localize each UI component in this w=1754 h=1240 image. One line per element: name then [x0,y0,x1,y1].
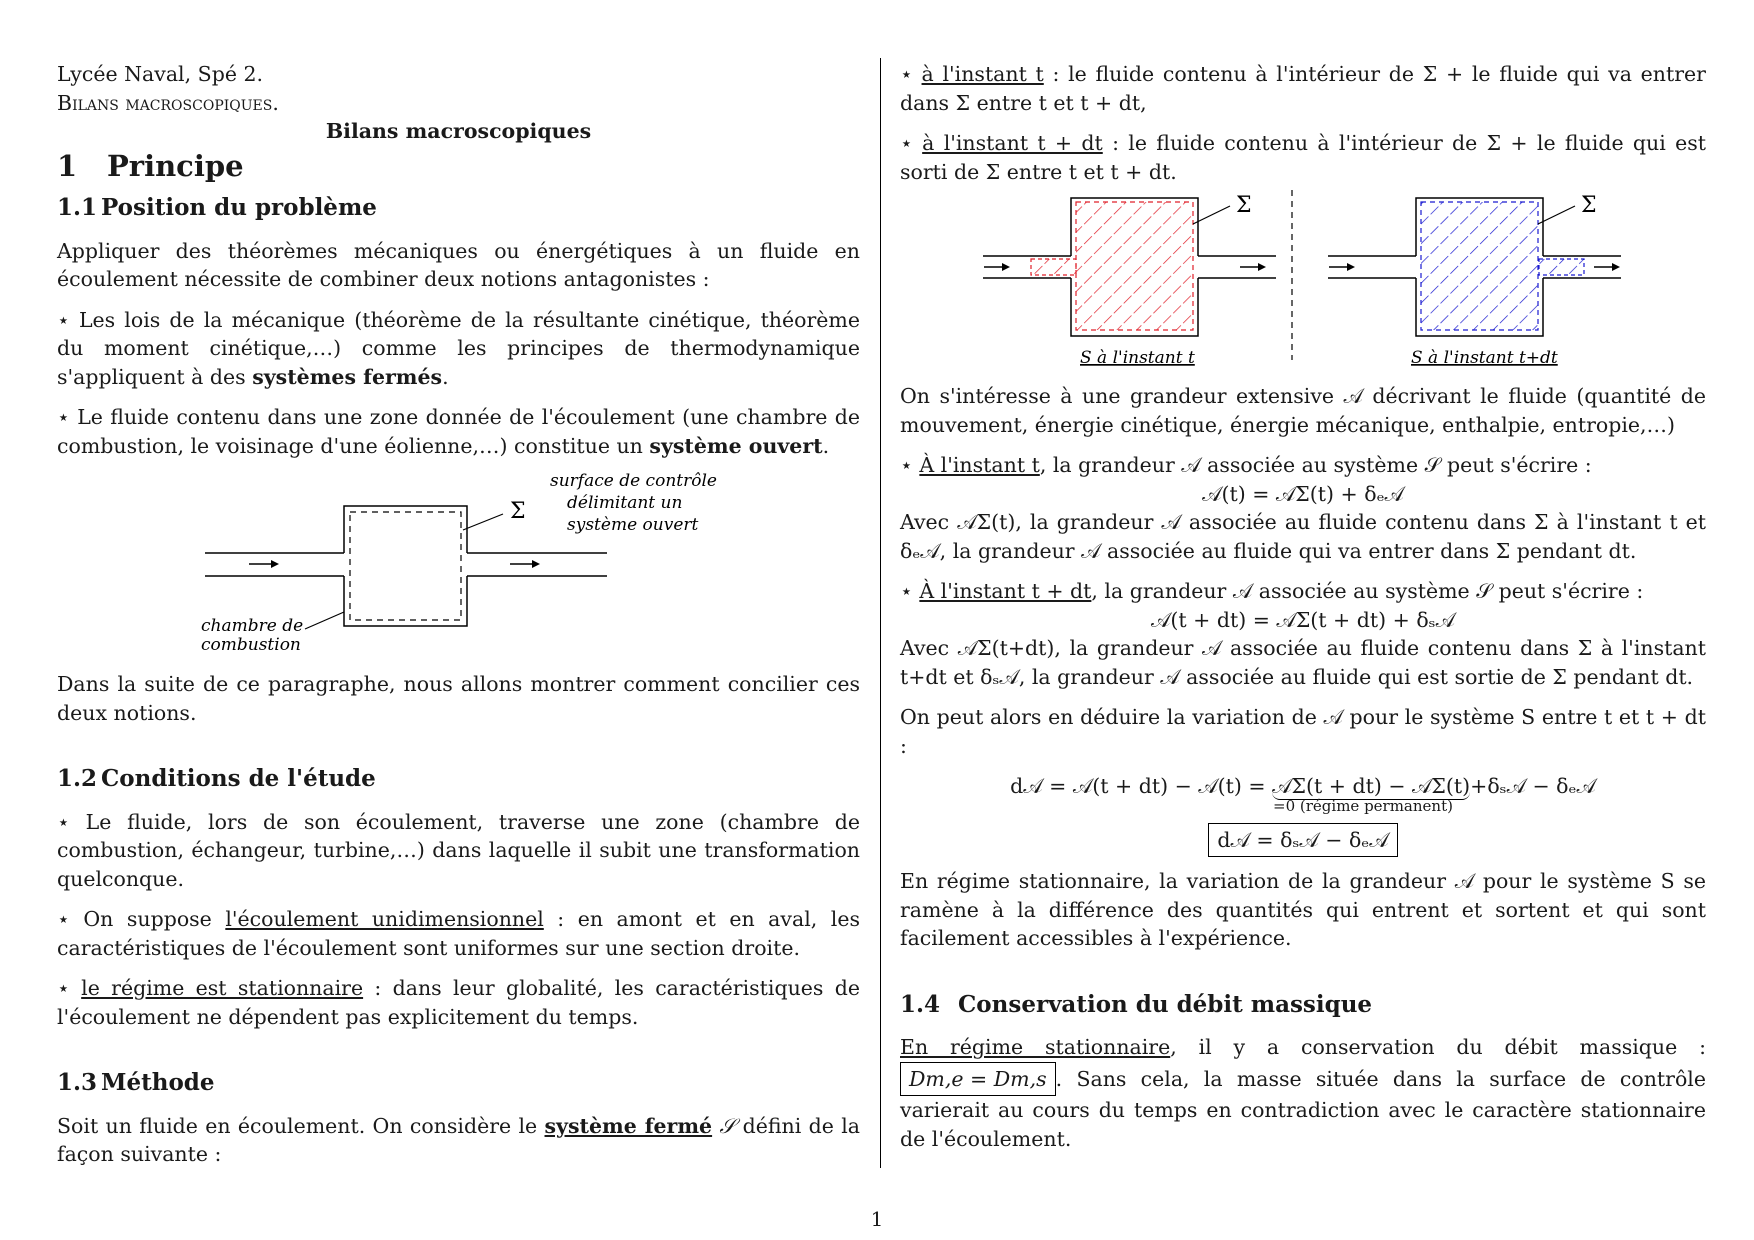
fig2-sigma-right: Σ [1581,193,1597,218]
fig2-caption-t: S à l'instant t [1080,348,1195,368]
right-column [900,60,1706,1165]
s12-bullet-1: ⋆ Le fluide, lors de son écoulement, traverse une zone (chambre de combustion, échangeur, turbine,…) dans laquelle il subit une transformation quelconque. [57,808,860,894]
mass-flow-equality: Dm,e = Dm,s [900,1062,1056,1097]
s13-avec-2: Avec 𝒜Σ(t+dt), la grandeur 𝒜 associée au fluide contenu dans Σ à l'instant t+dt et δₛ𝒜, la grandeur 𝒜 associée au fluide qui est sortie de Σ pendant dt. [900,636,1706,689]
s11-bullet-1: ⋆ Les lois de la mécanique (théorème de la résultante cinétique, théorème du moment cinétique,…) comme les principes de thermodynamique s'appliquent à des systèmes fermés. [57,306,860,392]
section-1-4-heading: 1.4 Conservation du débit massique [900,990,1373,1018]
fig2-sigma-left: Σ [1236,193,1252,218]
column-divider [880,58,881,1168]
fig1-chamber-2: combustion [201,635,301,655]
fig1-label-2: délimitant un [567,493,683,513]
s11-outro: Dans la suite de ce paragraphe, nous allons montrer comment concilier ces deux notions. [57,672,860,725]
fig2-caption-tdt: S à l'instant t+dt [1411,348,1558,368]
equation-A-tdt: 𝒜(t + dt) = 𝒜Σ(t + dt) + δₛ𝒜 [1151,607,1455,632]
header-line-2: Bilans macroscopiques. [57,90,279,115]
s14-paragraph: En régime stationnaire, il y a conservation du débit massique : Dm,e = Dm,s . Sans cela, la masse située dans la surface de contrôle varierait au cours du temps en contradiction avec le caractère stationnaire de l'écoulement. [900,1035,1706,1151]
equation-dA-boxed: d𝒜 = δₛ𝒜 − δₑ𝒜 [900,823,1706,858]
fig1-chamber-1: chambre de [201,616,304,636]
left-column [57,60,860,1181]
fig1-label-1: surface de contrôle [550,472,717,491]
s12-bullet-2: ⋆ On suppose l'écoulement unidimensionnel : en amont et en aval, les caractéristiques de l'écoulement sont uniformes sur une section droite. [57,905,860,962]
s11-intro: Appliquer des théorèmes mécaniques ou énergétiques à un fluide en écoulement nécessite de combiner deux notions antagonistes : [57,238,860,291]
underbrace-term: 𝒜Σ(t + dt) − 𝒜Σ(t) [1272,774,1471,798]
fig1-label-3: système ouvert [567,515,699,535]
s13-instant-tdt-bullet: ⋆ À l'instant t + dt, la grandeur 𝒜 associée au système 𝒮 peut s'écrire : [900,577,1706,606]
underbrace-note: =0 (régime permanent) [1273,796,1453,815]
section-1-1-heading: 1.1 Position du problème [57,194,377,221]
s13-instant-t: ⋆ à l'instant t : le fluide contenu à l'intérieur de Σ + le fluide qui va entrer dans Σ entre t et t + dt, [900,60,1706,117]
s13-avec-1: Avec 𝒜Σ(t), la grandeur 𝒜 associée au fluide contenu dans Σ à l'instant t et δₑ𝒜, la grandeur 𝒜 associée au fluide qui va entrer dans Σ pendant dt. [900,510,1706,563]
document-title: Bilans macroscopiques [325,119,592,143]
s12-bullet-3: ⋆ le régime est stationnaire : dans leur globalité, les caractéristiques de l'écoulement ne dépendent pas explicitement du temps. [57,974,860,1031]
equation-dA-expansion: d𝒜 = 𝒜(t + dt) − 𝒜(t) = 𝒜Σ(t + dt) − 𝒜Σ(t)+δₛ𝒜 − δₑ𝒜 [1010,774,1596,798]
header-line-1: Lycée Naval, Spé 2. [57,62,264,86]
section-1-2-heading: 1.2 Conditions de l'étude [57,765,376,792]
section-1-heading: 1 Principe [57,148,244,183]
page-number: 1 [870,1207,884,1231]
s13-conclusion: En régime stationnaire, la variation de la grandeur 𝒜 pour le système S se ramène à la différence des quantités qui entrent et sortent et qui sont facilement accessibles à l'expérience. [900,869,1706,950]
s13-instant-tdt: ⋆ à l'instant t + dt : le fluide contenu à l'intérieur de Σ + le fluide qui est sorti de Σ entre t et t + dt. [900,129,1706,186]
section-1-3-heading: 1.3 Méthode [57,1069,215,1096]
s13-intro: Soit un fluide en écoulement. On considère le système fermé 𝒮 défini de la façon suivante : [57,1113,860,1166]
s13-variation-intro: On peut alors en déduire la variation de 𝒜 pour le système S entre t et t + dt : [900,705,1706,758]
s11-bullet-2: ⋆ Le fluide contenu dans une zone donnée de l'écoulement (une chambre de combustion, le voisinage d'une éolienne,…) constitue un système ouvert. [57,403,860,460]
fig1-sigma: Σ [510,499,526,524]
equation-A-t: 𝒜(t) = 𝒜Σ(t) + δₑ𝒜 [1202,481,1404,506]
s13-instant-t-bullet: ⋆ À l'instant t, la grandeur 𝒜 associée au système 𝒮 peut s'écrire : [900,451,1706,480]
system-evolution-figure [900,190,1706,376]
control-surface-figure [57,472,860,662]
s13-extensive-quantity: On s'intéresse à une grandeur extensive 𝒜 décrivant le fluide (quantité de mouvement, énergie cinétique, énergie mécanique, enthalpie, entropie,…) [900,384,1706,437]
